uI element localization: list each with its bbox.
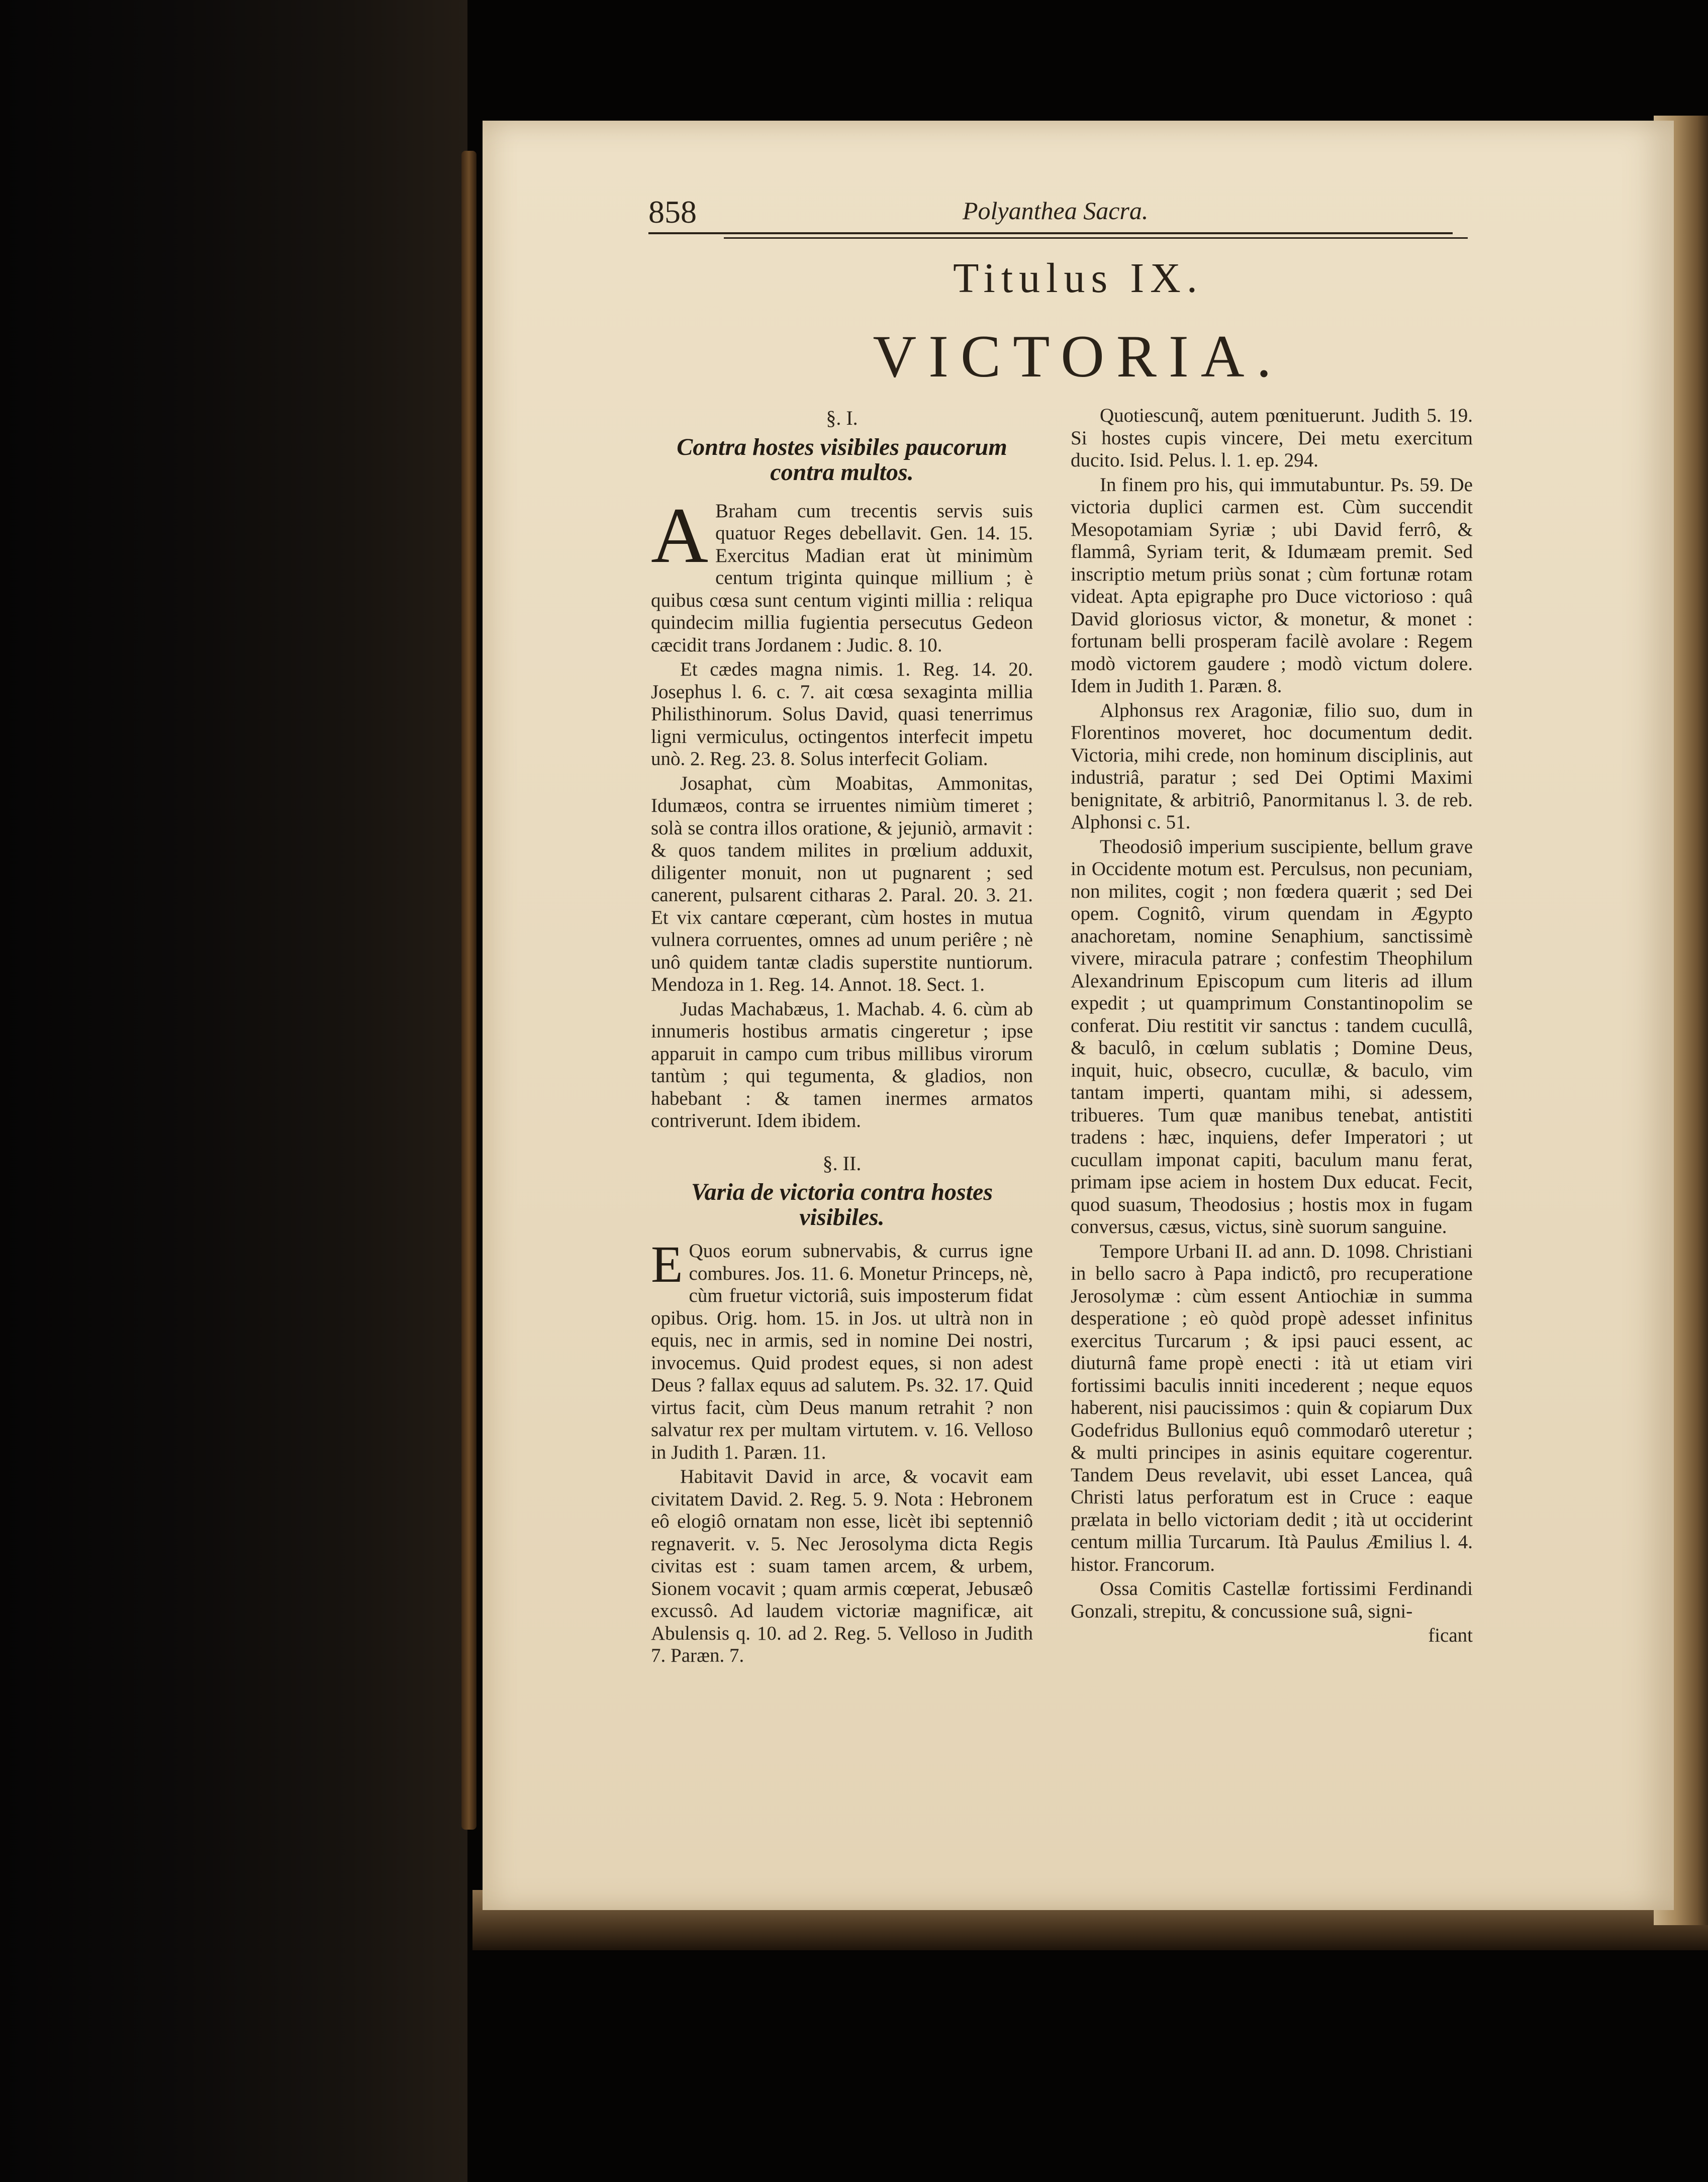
dark-background (0, 0, 467, 2182)
section-2-heading: Varia de victoria contra hostes visibiles. (691, 1179, 993, 1230)
title-line-1: Titulus IX. (953, 255, 1203, 302)
section-2-paragraph-1 (651, 1236, 1033, 1464)
title-line-2: VICTORIA. (873, 323, 1284, 390)
right-paragraph-4: Theodosiô imperium suscipiente, bellum grave in Occidente motum est. Perculsus, non pecuniam, non milites, cogit ; non fœdera quærit ; sed Dei opem. Cognitô, virum quendam in Ægypto anachoretam, nomine Senaphium, sanctissimè vivere, miracula patrare ; confestim Theophilum Alexandrinum Episcopum cum literis ad illum expedit ; ut quamprimum Constantinopolim se conferat. Diu restitit vir sanctus : tandem cucullâ, & baculô, in cœlum sublatis ; Domine Deus, inquit, huic, obsecro, cucullæ, & baculo, vim tantam imperti, quantam mihi, si adessem, tribueres. Tum quæ manibus tenebat, antistiti tradens : hæc, inquiens, defer Imperatori ; ut cucullam imponat capiti, baculum manu ferat, primam ipse aciem in hostem Dux educat. Fecit, quod suasum, Theodosius ; hostis mox in fugam conversus, cæsus, victus, sinè suorum sanguine. (1071, 835, 1473, 1238)
book-spine-edge (461, 151, 477, 1830)
right-column (1071, 405, 1473, 1647)
section-2-paragraph-1-text: Quos eorum subnervabis, & currus igne combures. Jos. 11. 6. Monetur Princeps, nè, cùm fruetur victoriâ, suis imposterum fidat opibus. Orig. hom. 15. in Jos. ut ultrà non in equis, nec in armis, sed in nomine Dei nostri, invocemus. Quid prodest eques, si non adest Deus ? fallax equus ad salutem. Ps. 32. 17. Quid virtus facit, cùm Deus manum retrahit ? non salvatur rex per multam virtutem. v. 16. Velloso in Judith 1. Paræn. 11. (651, 1240, 1033, 1463)
section-1-paragraph-1-text: Braham cum trecentis servis suis quatuor Reges debellavit. Gen. 14. 15. Exercitus Madian erat ùt minimùm centum triginta quinque millium ; è quibus cœsa sunt centum viginti millia : reliqua quindecim millia fugientia persecutus Gedeon cæcidit trans Jordanem : Judic. 8. 10. (651, 500, 1033, 656)
dropcap-a: A (651, 491, 709, 580)
right-paragraph-6: Ossa Comitis Castellæ fortissimi Ferdinandi Gonzali, strepitu, & concussione suâ, signi- (1071, 1578, 1473, 1622)
section-2-number: §. II. (822, 1152, 862, 1175)
dropcap-e: E (651, 1236, 683, 1293)
catchword: ficant (1428, 1625, 1473, 1646)
running-title: Polyanthea Sacra. (963, 197, 1149, 225)
right-paragraph-5: Tempore Urbani II. ad ann. D. 1098. Christiani in bello sacro à Papa indictô, pro recuperatione Jerosolymæ : cùm essent Antiochiæ in summa desperatione ; eò quòd propè adesset infinitus exercitus Turcarum ; & ipsi pauci essent, ac diuturnâ fame propè enecti : ità ut etiam viri fortissimi baculis inniti incederent ; neque equos haberent, nisi paucissimos : quin & copiarum Dux Godefridus Bullonius equô commodarô uteretur ; & multi principes in asinis equitare cogerentur. Tandem Deus revelavit, ubi esset Lancea, quâ Christi latus perforatum est in Cruce : eaque prælata in bello victoriam dedit ; ità ut occiderint centum millia Turcarum. Ità Paulus Æmilius l. 4. histor. Francorum. (1071, 1240, 1473, 1575)
header-rule-left (648, 232, 1453, 234)
right-paragraph-2: In finem pro his, qui immutabuntur. Ps. 59. De victoria duplici carmen est. Cùm succendit Mesopotamiam Syriæ ; ubi David ferrô, & flammâ, Syriam terit, & Idumæam premit. Sed inscriptio metum priùs sonat ; cùm fortunæ rotam videat. Apta epigraphe pro Duce victorioso : quâ David gloriosus victor, & monetur, & monet : fortunam belli prosperam facilè avolare : Regem modò victorem gaudere ; modò victum dolere. Idem in Judith 1. Paræn. 8. (1071, 473, 1473, 697)
right-paragraph-1: Quotiescunq̃, autem pœnituerunt. Judith 5. 19. Si hostes cupis vincere, Dei metu exercitum ducito. Isid. Pelus. l. 1. ep. 294. (1071, 405, 1473, 471)
section-1-paragraph-3: Josaphat, cùm Moabitas, Ammonitas, Idumæos, contra se irruentes nimiùm timeret ; solà se contra illos oratione, & jejuniò, armavit : & quos tandem milites in prœlium adduxit, diligenter monuit, non ut pugnarent ; sed canerent, pulsarent citharas 2. Paral. 20. 3. 21. Et vix cantare cœperant, cùm hostes in mutua vulnera corruentes, omnes ad unum periêre ; nè unô quidem tantæ cladis superstite nuntiorum. Mendoza in 1. Reg. 14. Annot. 18. Sect. 1. (651, 772, 1033, 995)
page-number: 858 (648, 194, 697, 230)
header-rule-right (724, 237, 1468, 239)
right-paragraph-3: Alphonsus rex Aragoniæ, filio suo, dum in Florentinos moveret, hoc documentum dedit. Victoria, mihi crede, non hominum disciplinis, aut industriâ, paratur ; sed Dei Optimi Maximi benignitate, & arbitriô, Panormitanus l. 3. de reb. Alphonsi c. 51. (1071, 699, 1473, 833)
section-1-heading: Contra hostes visibiles paucorum contra multos. (677, 433, 1007, 486)
book-page (483, 121, 1674, 1910)
section-1-paragraph-1 (651, 491, 1033, 657)
section-1-paragraph-2: Et cædes magna nimis. 1. Reg. 14. 20. Josephus l. 6. c. 7. ait cœsa sexaginta millia Philisthinorum. Solus David, quasi tenerrimus ligni vermiculus, octingentos interfecit impetu unò. 2. Reg. 23. 8. Solus interfecit Goliam. (651, 658, 1033, 770)
section-1-number: §. I. (826, 407, 858, 429)
section-2-paragraph-2: Habitavit David in arce, & vocavit eam civitatem David. 2. Reg. 5. 9. Nota : Hebronem eô elogiô ornatam non esse, licèt ibi septenniô regnaverit. v. 5. Nec Jerosolyma dicta Regis civitas est : suam tamen arcem, & urbem, Sionem vocavit ; quam armis cœperat, Jebusæô excussô. Ad laudem victoriæ magnificæ, ait Abulensis q. 10. ad 2. Reg. 5. Velloso in Judith 7. Paræn. 7. (651, 1466, 1033, 1666)
left-column (651, 407, 1033, 1669)
section-1-paragraph-4: Judas Machabæus, 1. Machab. 4. 6. cùm ab innumeris hostibus armatis cingeretur ; ipse apparuit in campo cum tribus millibus virorum tantùm ; qui tegumenta, & gladios, non habebant : & tamen inermes armatos contriverunt. Idem ibidem. (651, 998, 1033, 1131)
